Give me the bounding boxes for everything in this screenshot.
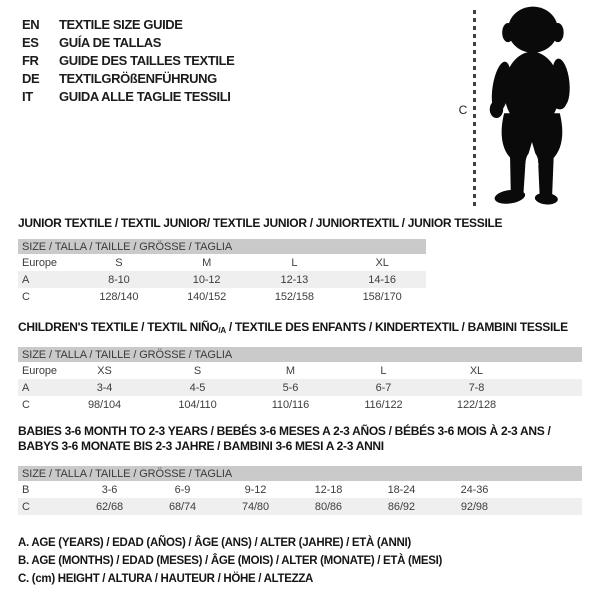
table-cell: 18-24 <box>387 483 416 496</box>
height-measure-dashed-line <box>473 10 476 208</box>
table-cell: L <box>380 364 387 377</box>
lang-code: FR <box>22 52 39 68</box>
legend-line-a: A. AGE (YEARS) / EDAD (AÑOS) / ÂGE (ANS) / ALTER (JAHRE) / ETÀ (ANNI) <box>18 537 411 549</box>
table-cell: L <box>291 256 298 269</box>
height-measure-label: C <box>458 103 468 117</box>
table-cell: 12-13 <box>251 271 339 288</box>
toddler-silhouette-icon <box>483 5 579 208</box>
table-cell: 7-8 <box>430 379 523 396</box>
size-header-bar: SIZE / TALLA / TAILLE / GRÖSSE / TAGLIA <box>18 347 582 362</box>
table-cell: 74/80 <box>219 498 292 515</box>
lang-code: DE <box>22 70 40 86</box>
lang-label: GUIDA ALLE TAGLIE TESSILI <box>59 88 231 104</box>
table-cell: 158/170 <box>362 290 402 303</box>
table-cell: 86/92 <box>365 498 438 515</box>
table-cell: XL <box>469 364 484 377</box>
table-row <box>18 498 582 515</box>
filler-cell <box>511 498 582 515</box>
lang-code: ES <box>22 34 39 50</box>
table-cell: M <box>202 256 212 269</box>
row-label: Europe <box>22 256 57 269</box>
children-size-table <box>18 347 582 413</box>
filler-cell <box>523 396 582 413</box>
lang-code: IT <box>22 88 33 104</box>
legend-line-c: C. (cm) HEIGHT / ALTURA / HAUTEUR / HÖHE / ALTEZZA <box>18 573 314 585</box>
babies-size-table <box>18 466 582 515</box>
lang-code: EN <box>22 16 40 32</box>
table-cell: 68/74 <box>146 498 219 515</box>
table-cell: 3-6 <box>101 483 118 496</box>
table-cell: 152/158 <box>274 290 314 303</box>
table-row <box>18 481 582 498</box>
language-list <box>22 15 234 105</box>
table-row <box>18 362 582 379</box>
table-cell: 104/110 <box>178 398 217 411</box>
table-cell: 128/140 <box>99 290 139 303</box>
table-cell: 8-10 <box>75 271 163 288</box>
title-line: BABYS 3-6 MONATE BIS 2-3 JAHRE / BAMBINI 3-6 MESI A 2-3 ANNI <box>18 439 384 453</box>
table-cell: 12-18 <box>314 483 343 496</box>
table-row <box>18 288 426 305</box>
table-cell: 4-5 <box>151 379 244 396</box>
table-cell: 14-16 <box>338 271 426 288</box>
junior-table-title: JUNIOR TEXTILE / TEXTIL JUNIOR/ TEXTILE JUNIOR / JUNIORTEXTIL / JUNIOR TESSILE <box>18 216 503 230</box>
table-cell: 5-6 <box>244 379 337 396</box>
table-cell: 6-7 <box>337 379 430 396</box>
table-cell: S <box>193 364 202 377</box>
junior-size-table <box>18 239 426 305</box>
table-cell: 6-9 <box>174 483 191 496</box>
table-cell: S <box>115 256 123 269</box>
list-item <box>22 33 234 51</box>
table-row <box>18 271 426 288</box>
table-cell: 92/98 <box>438 498 511 515</box>
row-label: C <box>18 498 73 515</box>
table-cell: 122/128 <box>456 398 496 411</box>
table-cell: 80/86 <box>292 498 365 515</box>
lang-label: TEXTILGRÖßENFÜHRUNG <box>59 70 217 86</box>
table-cell: 24-36 <box>460 483 489 496</box>
table-cell: XS <box>97 364 112 377</box>
title-text: CHILDREN'S TEXTILE / TEXTIL NIÑO <box>18 320 219 334</box>
table-cell: M <box>285 364 295 377</box>
row-label: C <box>22 290 30 303</box>
lang-label: GUIDE DES TAILLES TEXTILE <box>59 52 235 68</box>
filler-cell <box>511 481 582 498</box>
table-cell: 62/68 <box>73 498 146 515</box>
row-label: A <box>18 379 58 396</box>
table-cell: 9-12 <box>244 483 267 496</box>
table-row <box>18 396 582 413</box>
title-line: BABIES 3-6 MONTH TO 2-3 YEARS / BEBÉS 3-6 MESES A 2-3 AÑOS / BÉBÉS 3-6 MOIS À 2-3 ANS / <box>18 424 551 438</box>
row-label: C <box>22 398 30 411</box>
table-row <box>18 254 426 271</box>
list-item <box>22 51 234 69</box>
lang-label: GUÍA DE TALLAS <box>59 34 162 50</box>
legend-line-b: B. AGE (MONTHS) / EDAD (MESES) / ÂGE (MOIS) / ALTER (MONATE) / ETÀ (MESI) <box>18 555 443 567</box>
table-cell: 140/152 <box>187 290 227 303</box>
lang-label: TEXTILE SIZE GUIDE <box>59 16 183 32</box>
table-cell: 10-12 <box>163 271 251 288</box>
row-label: A <box>18 271 75 288</box>
babies-table-title <box>18 424 584 454</box>
list-item <box>22 69 234 87</box>
size-header-bar: SIZE / TALLA / TAILLE / GRÖSSE / TAGLIA <box>18 466 582 481</box>
table-cell: 3-4 <box>58 379 151 396</box>
row-label: B <box>22 483 30 496</box>
filler-cell <box>523 362 582 379</box>
title-text: / TEXTILE DES ENFANTS / KINDERTEXTIL / BAMBINI TESSILE <box>225 320 568 334</box>
size-header-bar: SIZE / TALLA / TAILLE / GRÖSSE / TAGLIA <box>18 239 426 254</box>
children-table-title <box>18 320 568 335</box>
table-row <box>18 379 582 396</box>
title-subscript: /A <box>218 326 226 335</box>
list-item <box>22 15 234 33</box>
measure-legend <box>18 537 442 591</box>
table-cell: 110/116 <box>271 398 310 411</box>
table-cell: 98/104 <box>87 398 122 411</box>
row-label: Europe <box>22 364 57 377</box>
filler-cell <box>523 379 582 396</box>
list-item <box>22 87 234 105</box>
table-cell: 116/122 <box>364 398 403 411</box>
table-cell: XL <box>375 256 389 269</box>
